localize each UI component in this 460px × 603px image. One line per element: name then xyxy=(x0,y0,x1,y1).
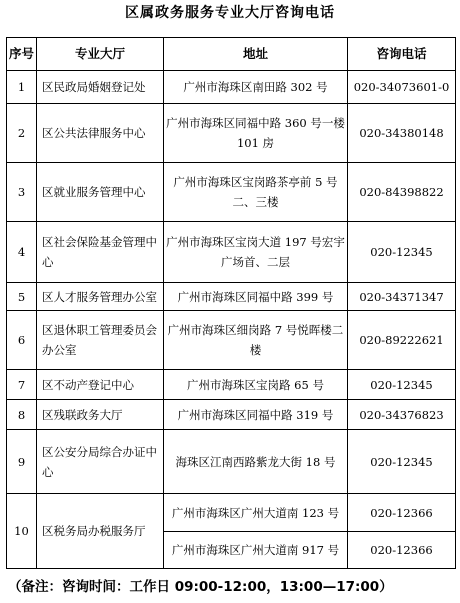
row-no: 5 xyxy=(7,283,37,311)
table-row xyxy=(7,71,456,104)
hall-address: 广州市海珠区同福中路 319 号 xyxy=(164,400,348,430)
hall-name: 区人才服务管理办公室 xyxy=(37,283,164,311)
table-row xyxy=(7,104,456,163)
hall-address: 广州市海珠区宝岗路 65 号 xyxy=(164,370,348,400)
hall-phone: 020-89222621 xyxy=(348,311,456,370)
hall-phone: 020-34380148 xyxy=(348,104,456,163)
hall-name: 区税务局办税服务厅 xyxy=(37,494,164,569)
hall-address: 广州市海珠区宝岗大道 197 号宏宇广场首、二层 xyxy=(164,222,348,283)
table-row xyxy=(7,400,456,430)
row-no: 10 xyxy=(7,494,37,569)
row-no: 7 xyxy=(7,370,37,400)
page-title: 区属政务服务专业大厅咨询电话 xyxy=(125,5,335,21)
table-row xyxy=(7,494,456,532)
hall-phone: 020-12345 xyxy=(348,222,456,283)
hall-address: 广州市海珠区细岗路 7 号悦晖楼二楼 xyxy=(164,311,348,370)
row-no: 8 xyxy=(7,400,37,430)
header-phone: 咨询电话 xyxy=(348,38,456,71)
table-row xyxy=(7,163,456,222)
hall-address: 广州市海珠区宝岗路茶亭前 5 号二、三楼 xyxy=(164,163,348,222)
table-row xyxy=(7,283,456,311)
hall-name: 区退休职工管理委员会办公室 xyxy=(37,311,164,370)
header-hall: 专业大厅 xyxy=(37,38,164,71)
hall-address: 广州市海珠区同福中路 399 号 xyxy=(164,283,348,311)
table-row xyxy=(7,430,456,494)
service-hall-table xyxy=(6,37,456,569)
row-no: 1 xyxy=(7,71,37,104)
row-no: 3 xyxy=(7,163,37,222)
hall-address: 广州市海珠区广州大道南 917 号 xyxy=(164,532,348,569)
consultation-hours-note: （备注：咨询时间：工作日 09:00-12:00，13:00—17:00） xyxy=(8,579,393,595)
hall-name: 区不动产登记中心 xyxy=(37,370,164,400)
hall-address: 海珠区江南西路紫龙大街 18 号 xyxy=(164,430,348,494)
hall-address: 广州市海珠区同福中路 360 号一楼 101 房 xyxy=(164,104,348,163)
hall-name: 区社会保险基金管理中心 xyxy=(37,222,164,283)
hall-phone: 020-12366 xyxy=(348,532,456,569)
hall-phone: 020-12366 xyxy=(348,494,456,532)
row-no: 4 xyxy=(7,222,37,283)
hall-address: 广州市海珠区南田路 302 号 xyxy=(164,71,348,104)
hall-phone: 020-84398822 xyxy=(348,163,456,222)
hall-phone: 020-34376823 xyxy=(348,400,456,430)
hall-phone: 020-12345 xyxy=(348,370,456,400)
table-header-row xyxy=(7,38,456,71)
header-no: 序号 xyxy=(7,38,37,71)
row-no: 6 xyxy=(7,311,37,370)
table-row xyxy=(7,370,456,400)
hall-phone: 020-34371347 xyxy=(348,283,456,311)
row-no: 9 xyxy=(7,430,37,494)
hall-name: 区公安分局综合办证中心 xyxy=(37,430,164,494)
hall-name: 区残联政务大厅 xyxy=(37,400,164,430)
header-address: 地址 xyxy=(164,38,348,71)
hall-name: 区公共法律服务中心 xyxy=(37,104,164,163)
table-row xyxy=(7,311,456,370)
hall-name: 区民政局婚姻登记处 xyxy=(37,71,164,104)
hall-name: 区就业服务管理中心 xyxy=(37,163,164,222)
hall-address: 广州市海珠区广州大道南 123 号 xyxy=(164,494,348,532)
row-no: 2 xyxy=(7,104,37,163)
table-row xyxy=(7,222,456,283)
hall-phone: 020-12345 xyxy=(348,430,456,494)
hall-phone: 020-34073601-0 xyxy=(348,71,456,104)
